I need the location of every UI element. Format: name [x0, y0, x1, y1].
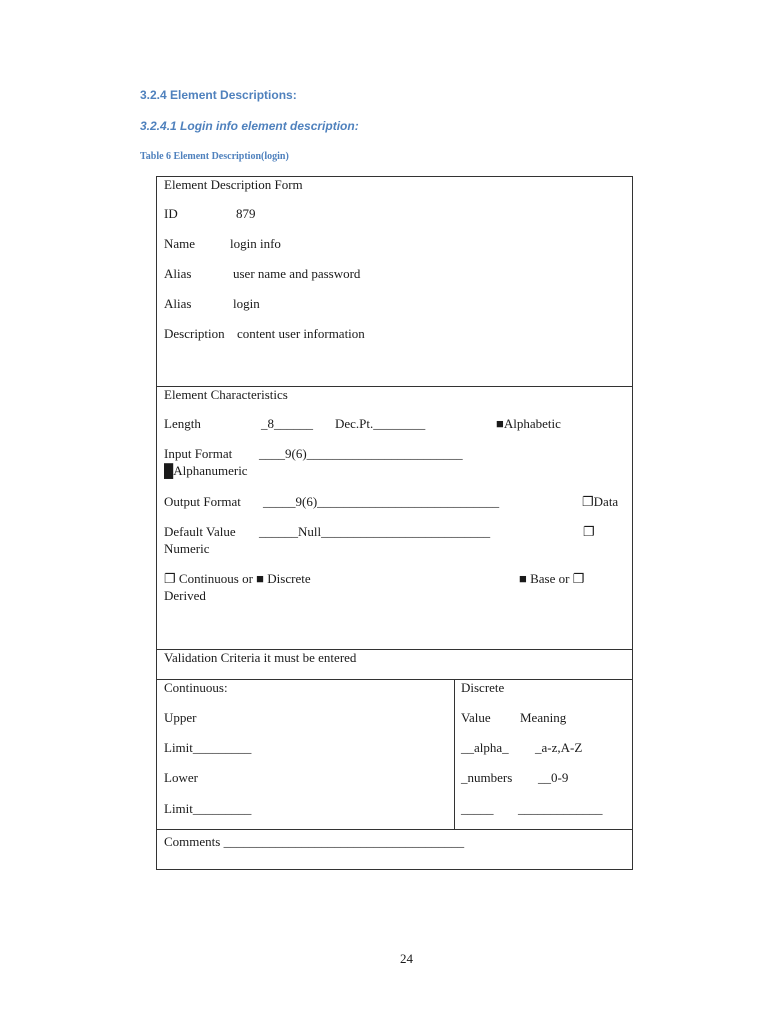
- alphabetic-option: ■Alphabetic: [496, 416, 561, 431]
- value-header: Value: [461, 710, 491, 725]
- lower-label: Lower: [164, 770, 198, 785]
- numeric-option: Numeric: [164, 541, 210, 556]
- characteristics-title: Element Characteristics: [164, 387, 288, 402]
- form-section-characteristics: [157, 387, 632, 650]
- id-label: ID: [164, 206, 178, 221]
- form-section-validation: [157, 650, 632, 680]
- alphanumeric-option: █Alphanumeric: [164, 463, 248, 478]
- id-value: 879: [236, 206, 256, 221]
- input-format-value: ____9(6)________________________: [259, 446, 463, 461]
- description-value: content user information: [237, 326, 365, 341]
- meaning-header: Meaning: [520, 710, 567, 725]
- continuous-label: Continuous:: [164, 680, 228, 695]
- numeric-checkbox: ❐: [583, 524, 595, 539]
- subsection-heading: 3.2.4.1 Login info element description:: [140, 119, 359, 133]
- description-label: Description: [164, 326, 225, 341]
- upper-limit: Limit_________: [164, 740, 252, 755]
- output-format-value: _____9(6)____________________________: [263, 494, 500, 509]
- base-option: ■ Base or ❐: [519, 571, 585, 586]
- name-label: Name: [164, 236, 196, 251]
- section-heading: 3.2.4 Element Descriptions:: [140, 88, 297, 102]
- continuous-discrete-options: ❐ Continuous or ■ Discrete: [164, 571, 311, 586]
- discrete-meaning: _____________: [518, 801, 603, 816]
- validation-title: Validation Criteria it must be entered: [164, 650, 357, 665]
- decimal-point: Dec.Pt.________: [335, 416, 426, 431]
- discrete-label: Discrete: [461, 680, 505, 695]
- alias-value: user name and password: [233, 266, 361, 281]
- data-option: ❐Data: [582, 494, 619, 509]
- output-format-label: Output Format: [164, 494, 241, 509]
- form-section-comments: [157, 830, 632, 869]
- comments-line: Comments _____________________________________: [164, 834, 465, 849]
- discrete-value: _____: [461, 801, 494, 816]
- default-value-value: ______Null__________________________: [259, 524, 491, 539]
- upper-label: Upper: [164, 710, 197, 725]
- discrete-value: _numbers: [461, 770, 513, 785]
- alias-label: Alias: [164, 266, 192, 281]
- alias-label: Alias: [164, 296, 192, 311]
- default-value-label: Default Value: [164, 524, 236, 539]
- input-format-label: Input Format: [164, 446, 233, 461]
- lower-limit: Limit_________: [164, 801, 252, 816]
- element-description-form: [156, 176, 633, 870]
- alias-value: login: [233, 296, 260, 311]
- derived-option: Derived: [164, 588, 206, 603]
- form-title: Element Description Form: [164, 177, 303, 192]
- discrete-meaning: __0-9: [538, 770, 569, 785]
- form-section-description: [157, 177, 632, 387]
- discrete-value: __alpha_: [461, 740, 509, 755]
- form-section-criteria: [157, 680, 632, 830]
- length-value: _8______: [261, 416, 313, 431]
- page-number: 24: [400, 951, 413, 966]
- column-divider: [454, 680, 455, 830]
- table-caption: Table 6 Element Description(login): [140, 151, 289, 162]
- length-label: Length: [164, 416, 201, 431]
- name-value: login info: [230, 236, 281, 251]
- discrete-meaning: _a-z,A-Z: [535, 740, 583, 755]
